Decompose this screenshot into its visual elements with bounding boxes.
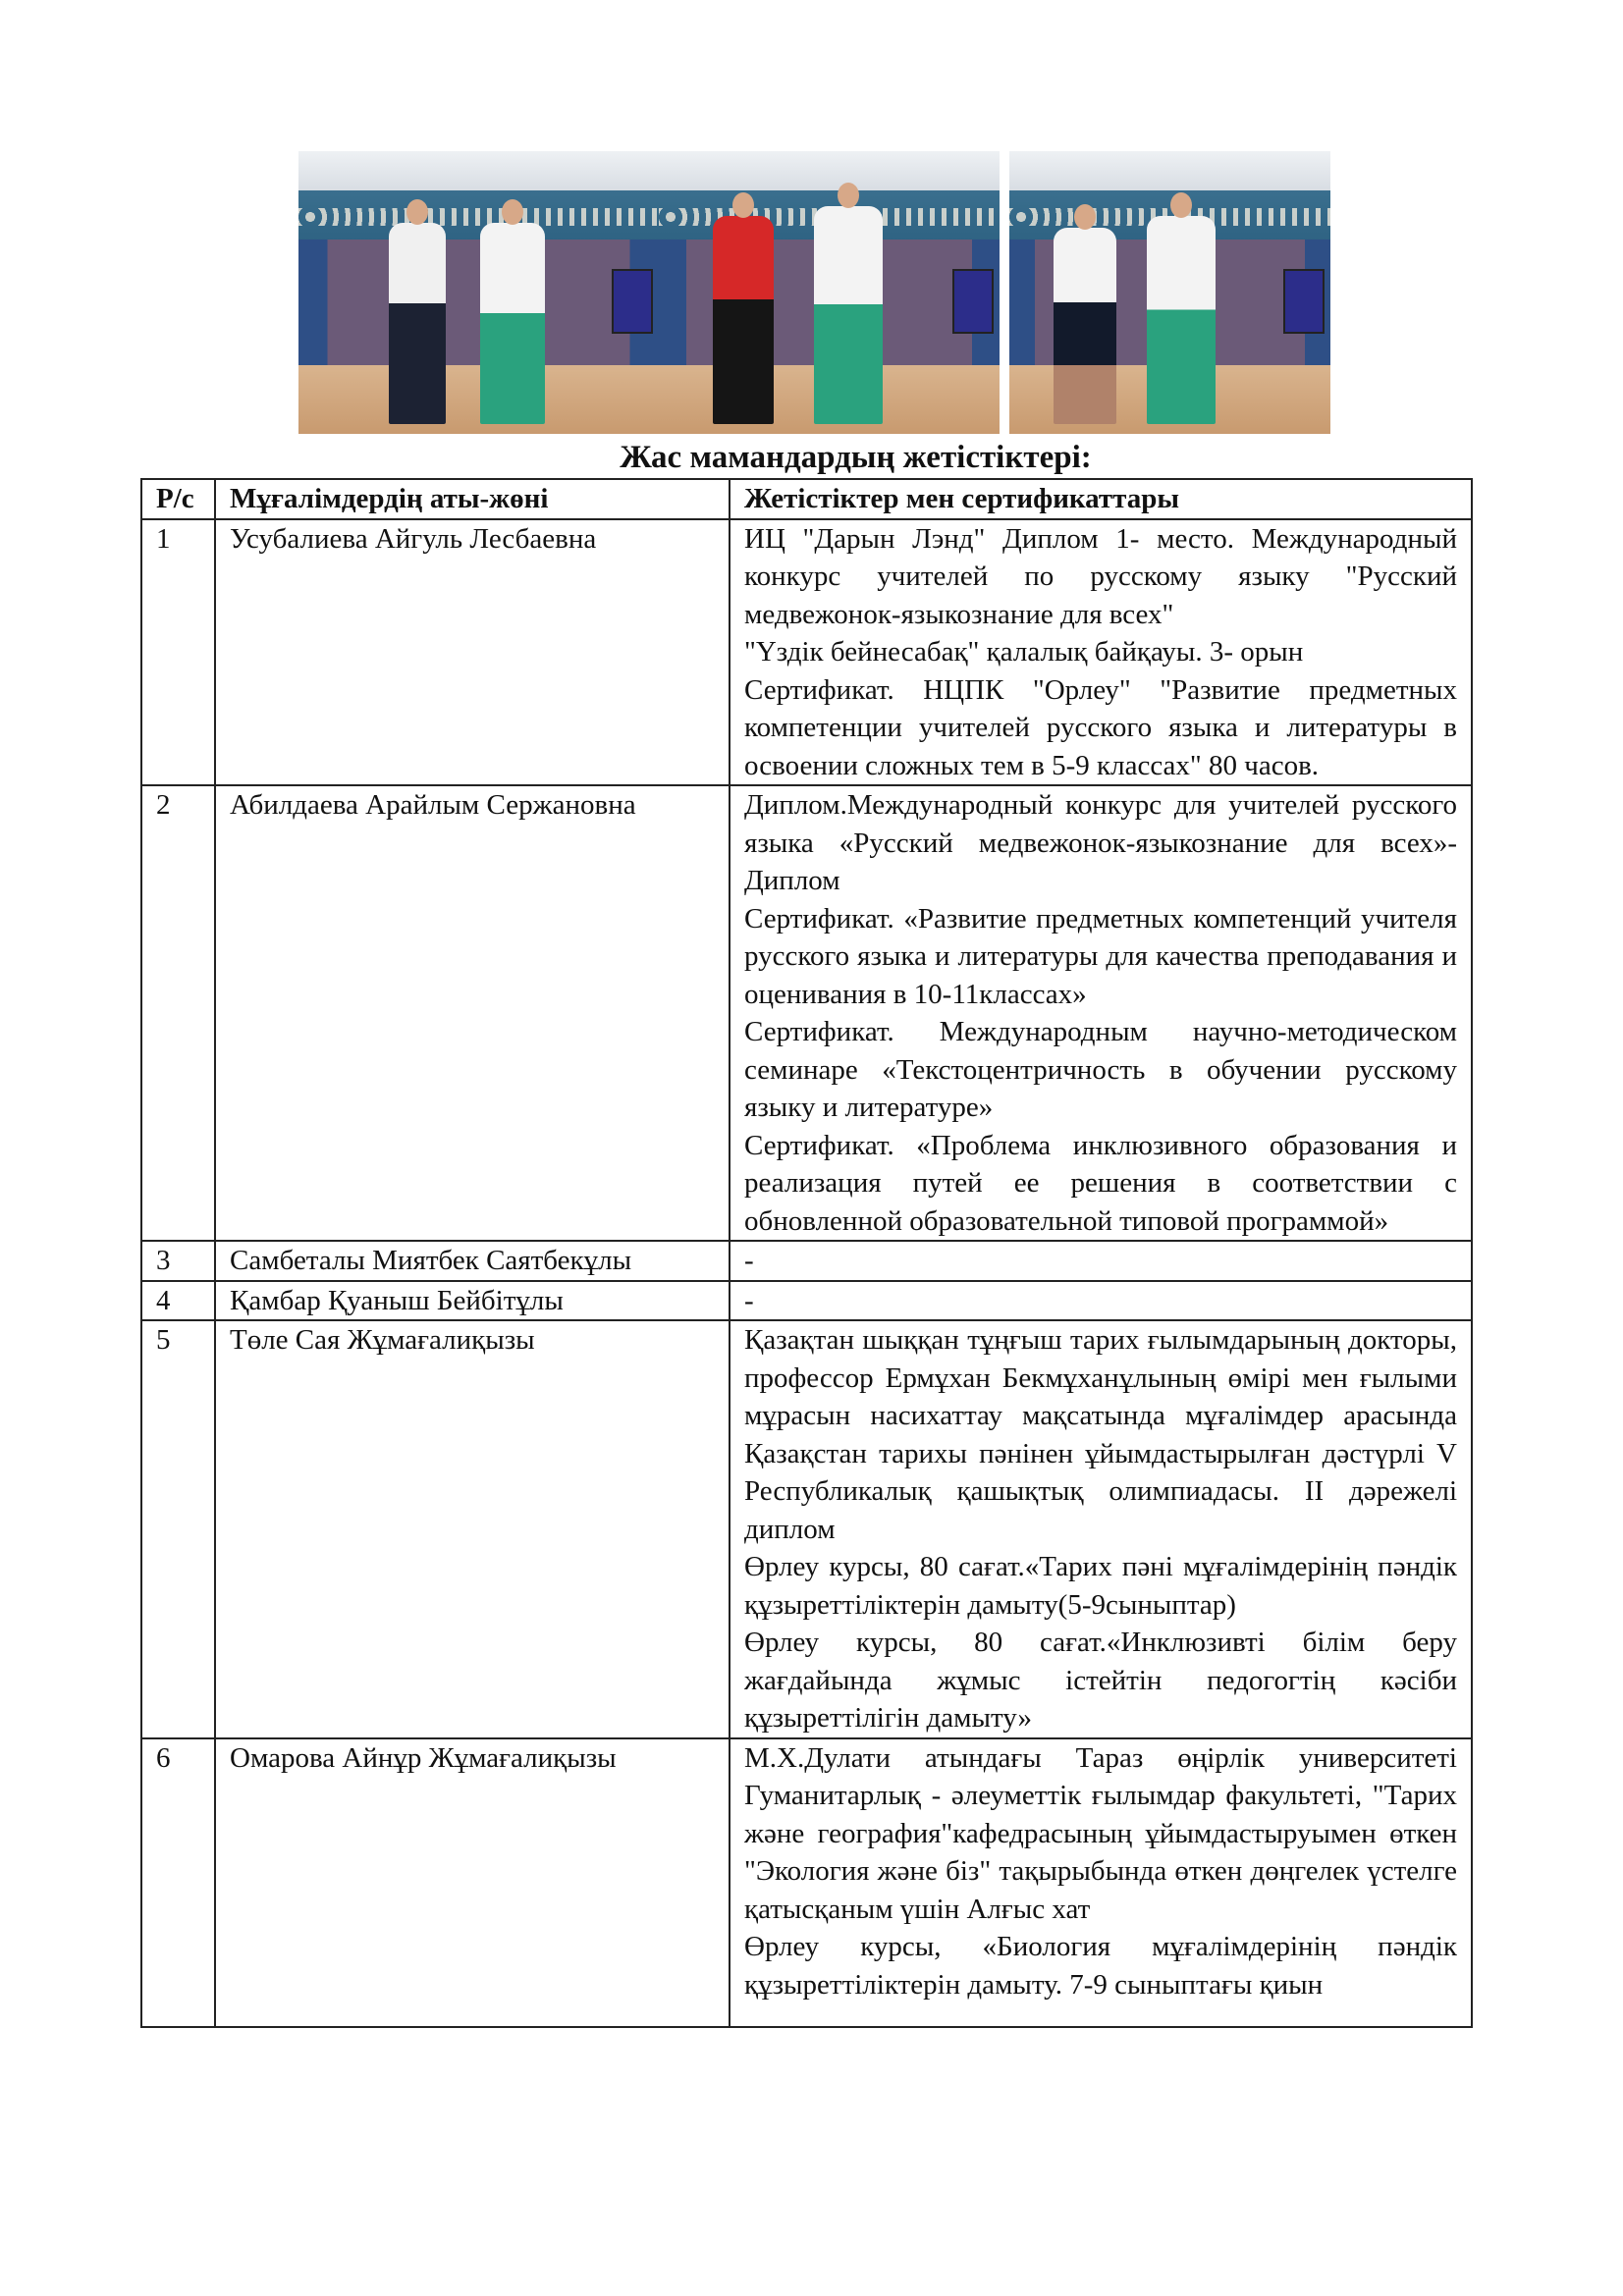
- achievement-item: Қазақтан шыққан тұңғыш тарих ғылымдарының докторы, профессор Ермұхан Бекмұханұлының өмірі мен ғылыми мұрасын насихаттау мақсатында мұғалімдер арасында Қазақстан тарихы пәнінен ұйымдастырылған дәстүрлі V Республикалық қашықтық олимпиадасы. II дәрежелі диплом: [744, 1324, 1457, 1545]
- achievement-item: Сертификат. «Развитие предметных компетенций учителя русского языка и литературы для качества преподавания и оценивания в 10-11классах»: [744, 902, 1457, 1010]
- table-row: [141, 1241, 1472, 1281]
- teacher-name: Самбеталы Миятбек Саятбекұлы: [215, 1241, 730, 1281]
- table-row: [141, 1281, 1472, 1321]
- table-row: [141, 785, 1472, 1241]
- table-row: [141, 1320, 1472, 1738]
- table-row: [141, 1738, 1472, 2027]
- row-number: 1: [141, 519, 215, 786]
- achievement-item: Диплом.Международный конкурс для учителей русского языка «Русский медвежонок-языкознание для всех»- Диплом: [744, 789, 1457, 896]
- achievement-item: Өрлеу курсы, «Биология мұғалімдерінің пәндік құзыреттіліктерін дамыту. 7-9 сыныптағы қиын: [744, 1931, 1457, 2001]
- row-number: 4: [141, 1281, 215, 1321]
- page-title: Жас мамандардың жетістіктері:: [620, 440, 1092, 475]
- row-number: 3: [141, 1241, 215, 1281]
- achievements-cell: [730, 1281, 1472, 1321]
- achievements-table: [140, 478, 1473, 2028]
- header-teacher-name: Мұғалімдердің аты-жөні: [215, 479, 730, 519]
- achievements-cell: [730, 1241, 1472, 1281]
- achievement-item: Өрлеу курсы, 80 сағат.«Тарих пәні мұғалімдерінің пәндік құзыреттіліктерін дамыту(5-9сыныптар): [744, 1551, 1457, 1621]
- header-number: Р/с: [141, 479, 215, 519]
- achievement-item: ИЦ "Дарын Лэнд" Диплом 1- место. Международный конкурс учителей по русскому языку "Русский медвежонок-языкознание для всех": [744, 522, 1457, 630]
- row-number: 6: [141, 1738, 215, 2027]
- achievement-item: Сертификат. НЦПК "Орлеу" "Развитие предметных компетенции учителей русского языка и литературы в освоении сложных тем в 5-9 классах" 80 часов.: [744, 673, 1457, 781]
- table-header-row: [141, 479, 1472, 519]
- teacher-name: Төле Сая Жұмағалиқызы: [215, 1320, 730, 1738]
- achievement-item: -: [744, 1245, 754, 1276]
- teacher-name: Қамбар Қуаныш Бейбітұлы: [215, 1281, 730, 1321]
- table-row: [141, 519, 1472, 786]
- achievements-cell: [730, 785, 1472, 1241]
- teacher-name: Усубалиева Айгуль Лесбаевна: [215, 519, 730, 786]
- achievement-item: М.Х.Дулати атындағы Тараз өңірлік университеті Гуманитарлық - әлеуметтік ғылымдар факультеті, "Тарих және география"кафедрасының ұйымдастыруымен өткен "Экология және біз" тақырыбында өткен дөңгелек үстелге қатысқаным үшін Алғыс хат: [744, 1741, 1457, 1925]
- achievement-item: Сертификат. «Проблема инклюзивного образования и реализация путей ее решения в соответствии с обновленной образовательной типовой программой»: [744, 1129, 1457, 1237]
- achievement-item: -: [744, 1284, 754, 1316]
- award-photo-3: [1009, 151, 1330, 434]
- teacher-name: Абилдаева Арайлым Сержановна: [215, 785, 730, 1241]
- header-achievements: Жетістіктер мен сертификаттары: [730, 479, 1472, 519]
- achievements-cell: [730, 519, 1472, 786]
- award-photo-1: [298, 151, 659, 434]
- achievements-cell: [730, 1738, 1472, 2027]
- teacher-name: Омарова Айнұр Жұмағалиқызы: [215, 1738, 730, 2027]
- achievement-item: Өрлеу курсы, 80 сағат.«Инклюзивті білім беру жағдайында жұмыс істейтін педогогтің кәсіби құзыреттілігін дамыту»: [744, 1627, 1457, 1734]
- row-number: 2: [141, 785, 215, 1241]
- row-number: 5: [141, 1320, 215, 1738]
- award-photo-2: [659, 151, 1000, 434]
- achievement-item: "Үздік бейнесабақ" қалалық байқауы. 3- орын: [744, 636, 1304, 667]
- achievement-item: Сертификат. Международным научно-методическом семинаре «Текстоцентричность в обучении русскому языку и литературе»: [744, 1016, 1457, 1123]
- achievements-cell: [730, 1320, 1472, 1738]
